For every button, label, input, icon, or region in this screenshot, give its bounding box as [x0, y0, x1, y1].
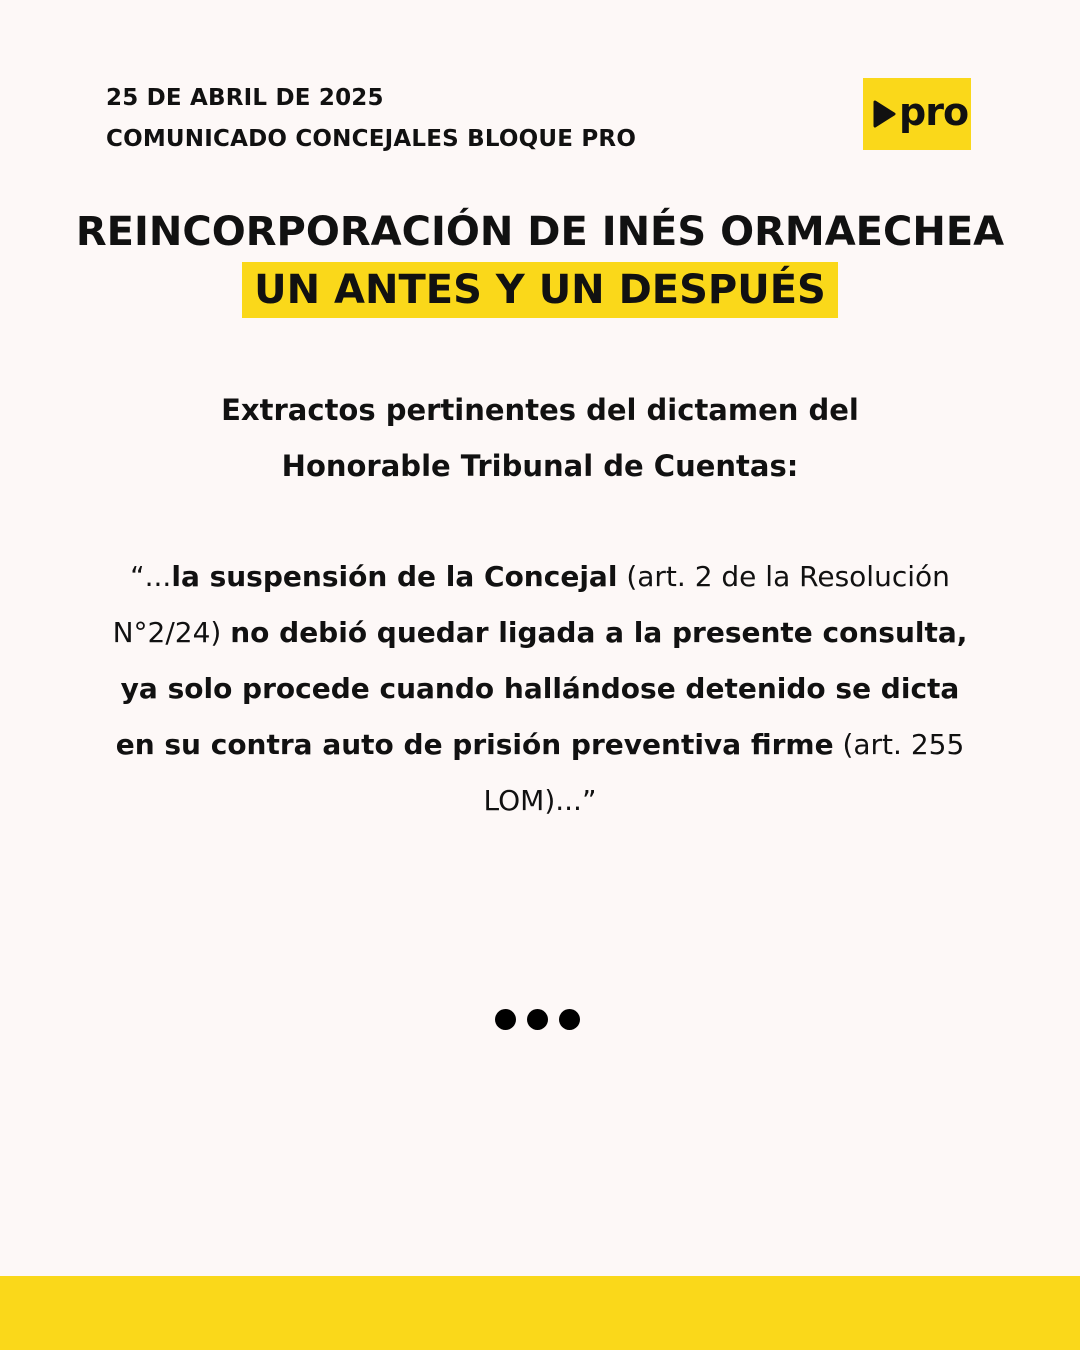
dot-icon: [527, 1009, 548, 1030]
subtitle: [0, 382, 1080, 494]
footer-bar: [0, 1276, 1080, 1350]
quote-bold-1: la suspensión de la Concejal: [171, 560, 618, 593]
headline-highlight: UN ANTES Y UN DESPUÉS: [242, 262, 838, 318]
dot-icon: [559, 1009, 580, 1030]
quote-close: (art. 255 LOM)...”: [483, 728, 965, 817]
communique-label: COMUNICADO CONCEJALES BLOQUE PRO: [106, 126, 637, 152]
headline: [0, 204, 1080, 318]
headline-line1: REINCORPORACIÓN DE INÉS ORMAECHEA: [75, 209, 1005, 255]
subtitle-line1: Extractos pertinentes del dictamen del: [221, 393, 859, 427]
quote-normal-1: (art. 2 de la Resolución N°2/24): [112, 560, 950, 649]
dot-icon: [495, 1009, 516, 1030]
pro-logo: [863, 78, 971, 150]
ellipsis-indicator: [495, 1009, 580, 1030]
logo-text: pro: [899, 90, 969, 134]
subtitle-line2: Honorable Tribunal de Cuentas:: [281, 449, 799, 483]
quote-open: “...: [130, 560, 172, 593]
date-label: 25 DE ABRIL DE 2025: [106, 85, 384, 111]
play-icon: [871, 100, 897, 128]
quote-block: [104, 549, 976, 829]
quote-bold-2: no debió quedar ligada a la presente consulta, ya solo procede cuando hallándose detenido se dicta en su contra auto de prisión preventiva firme: [115, 616, 968, 761]
header: [106, 78, 636, 160]
